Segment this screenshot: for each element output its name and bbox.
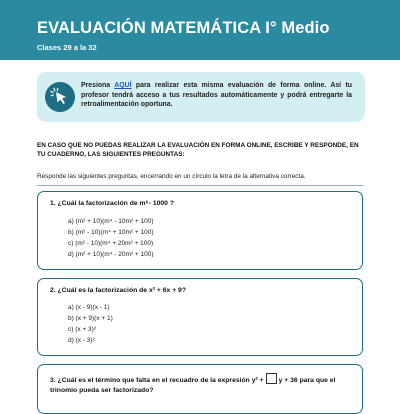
question-3-text: 3. ¿Cuál es el término que falta en el recuadro de la expresión y² + y + 36 para que el trinomio pueda ser factorizado? bbox=[50, 373, 350, 396]
online-evaluation-link[interactable]: AQUÍ bbox=[114, 82, 132, 89]
notice-text: Presiona AQUÍ para realizar esta misma evaluación de forma online. Así tu profesor tendrá acceso a tus resultados automáticamente y podrá entregarte la retroalimentación oportuna. bbox=[81, 82, 353, 109]
question-2-card bbox=[37, 278, 363, 356]
question-2-option-d[interactable]: d) (x - 3)² bbox=[68, 337, 95, 344]
question-1-option-a[interactable]: a) (m² + 10)(m⁴ - 10m² + 100) bbox=[68, 218, 154, 225]
question-2-option-c[interactable]: c) (x + 3)² bbox=[68, 326, 96, 333]
question-1-option-c[interactable]: c) (m² - 10)(m⁴ + 20m² + 100) bbox=[68, 240, 154, 247]
header-banner bbox=[0, 0, 400, 60]
page-title: EVALUACIÓN MATEMÁTICA I° Medio bbox=[37, 19, 330, 37]
page-subtitle: Clases 29 a la 32 bbox=[37, 43, 97, 52]
question-1-card bbox=[37, 191, 363, 270]
question-1-text: 1. ¿Cuál la factorización de m⁶- 1000 ? bbox=[50, 200, 175, 207]
answer-blank-box bbox=[266, 373, 277, 384]
question-2-option-a[interactable]: a) (x - 9)(x - 1) bbox=[68, 304, 110, 311]
question-2-text: 2. ¿Cuál es la factorización de x² + 6x + 9? bbox=[50, 287, 186, 294]
pointer-click-icon bbox=[45, 82, 75, 112]
instructions-heading: EN CASO QUE NO PUEDAS REALIZAR LA EVALUACIÓN EN FORMA ONLINE, ESCRIBE Y RESPONDE, EN TU CUADERNO, LAS SIGUIENTES PREGUNTAS: bbox=[37, 142, 359, 158]
divider bbox=[37, 185, 363, 186]
online-notice bbox=[37, 72, 365, 122]
question-2-option-b[interactable]: b) (x + 9)(x + 1) bbox=[68, 315, 113, 322]
question-3-card bbox=[37, 364, 363, 414]
answer-instructions: Responde las siguientes preguntas, encerrando en un círculo la letra de la alternativa correcta. bbox=[37, 173, 306, 180]
question-1-option-b[interactable]: b) (m² - 10)(m⁴ + 10m² + 100) bbox=[68, 229, 154, 236]
question-1-option-d[interactable]: d) (m² + 10)(m⁴ - 20m² + 100) bbox=[68, 251, 154, 258]
